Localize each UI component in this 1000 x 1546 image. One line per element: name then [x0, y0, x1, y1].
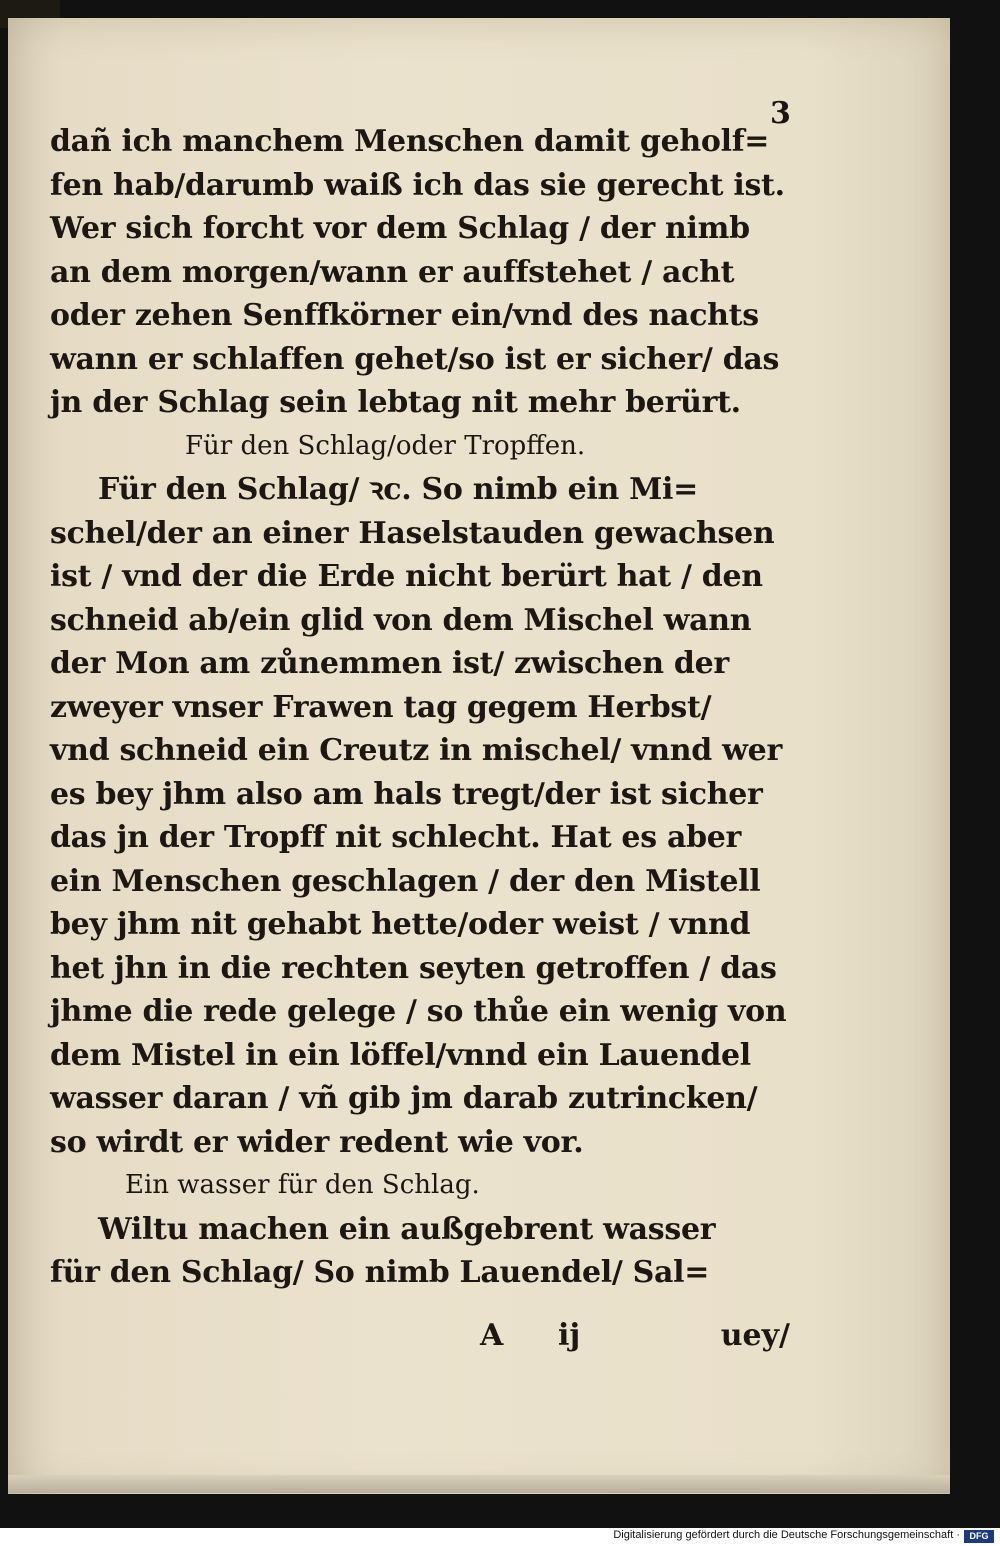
text-line: vnd schneid ein Creutz in mischel/ vnnd wer	[50, 733, 782, 768]
text-line: jhme die rede gelege / so thůe ein wenig von	[50, 994, 787, 1029]
text-line: dem Mistel in ein löffel/vnnd ein Lauendel	[50, 1037, 751, 1073]
signature-number: ij	[558, 1318, 581, 1353]
page-text-block	[50, 120, 790, 1295]
page-bottom-edge	[8, 1475, 950, 1493]
footer-credit: Digitalisierung gefördert durch die Deutsche Forschungsgemeinschaft ·	[613, 1529, 960, 1541]
text-line: der Mon am zůnemmen ist/ zwischen der	[50, 646, 729, 681]
text-line: schneid ab/ein glid von dem Mischel wann	[50, 602, 752, 638]
text-line: Wiltu machen ein außgebrent wasser	[98, 1211, 716, 1247]
text-line: an dem morgen/wann er auffstehet / acht	[50, 254, 735, 290]
text-line: Für den Schlag/ ꝛc. So nimb ein Mi=	[98, 472, 698, 507]
dfg-logo: DFG	[964, 1530, 994, 1543]
text-line: ein Menschen geschlagen / der den Mistell	[50, 863, 761, 899]
text-line: Wer sich forcht vor dem Schlag / der nimb	[50, 211, 750, 246]
catchword: uey/	[720, 1318, 790, 1353]
section-heading: Für den Schlag/oder Tropffen.	[185, 430, 586, 461]
text-line: ist / vnd der die Erde nicht berürt hat / den	[50, 559, 763, 594]
section-heading: Ein wasser für den Schlag.	[125, 1170, 480, 1200]
text-line: het jhn in die rechten seyten getroffen / das	[50, 950, 777, 986]
text-line: wasser daran / vñ gib jm darab zutrincken/	[50, 1081, 758, 1116]
signature-line	[480, 1318, 790, 1362]
text-line: bey jhm nit gehabt hette/oder weist / vnnd	[50, 907, 751, 942]
text-line: fen hab/darumb waiß ich das sie gerecht ist.	[50, 167, 785, 203]
signature-mark: A	[480, 1318, 504, 1353]
text-line: für den Schlag/ So nimb Lauendel/ Sal=	[50, 1255, 710, 1290]
text-line: es bey jhm also am hals tregt/der ist sicher	[50, 776, 763, 812]
text-line: schel/der an einer Haselstauden gewachsen	[50, 515, 775, 551]
folio-number: 3	[770, 96, 791, 131]
text-line: oder zehen Senffkörner ein/vnd des nachts	[50, 298, 759, 333]
text-line: zweyer vnser Frawen tag gegem Herbst/	[50, 689, 712, 725]
text-line: wann er schlaffen gehet/so ist er sicher/ das	[50, 341, 780, 377]
text-line: jn der Schlag sein lebtag nit mehr berürt.	[50, 385, 741, 420]
text-line: so wirdt er wider redent wie vor.	[50, 1124, 584, 1160]
text-line: das jn der Tropff nit schlecht. Hat es aber	[50, 820, 742, 855]
footer-bar	[0, 1528, 1000, 1546]
text-line: dañ ich manchem Menschen damit geholf=	[50, 124, 770, 159]
